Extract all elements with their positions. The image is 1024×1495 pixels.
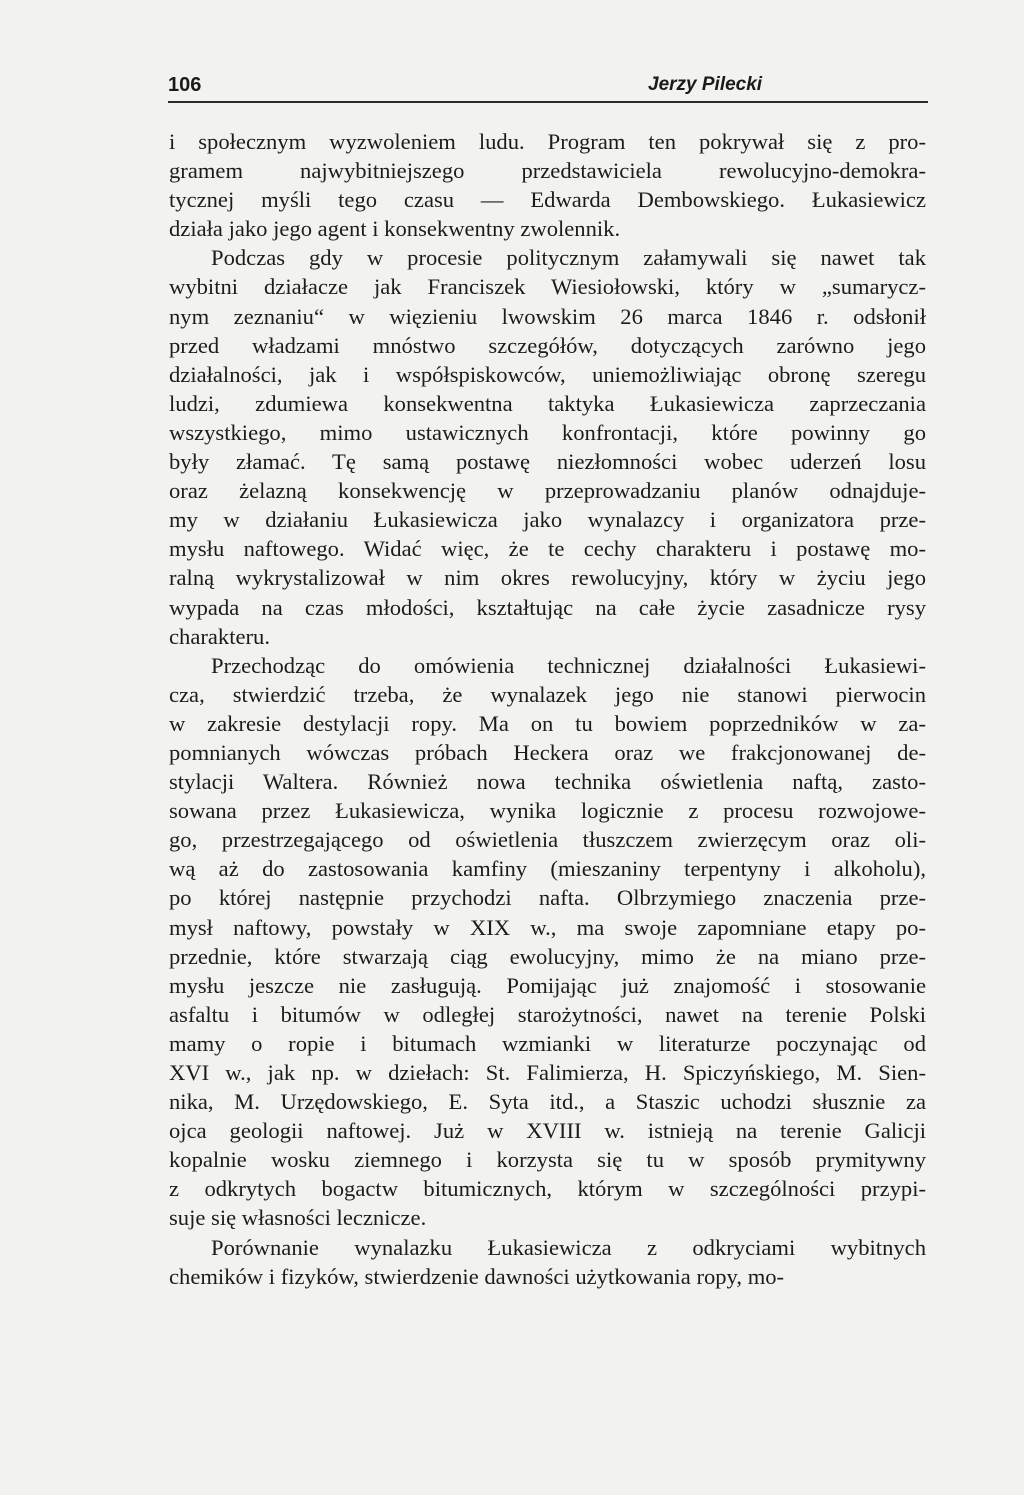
text-line: wszystkiego, mimo ustawicznych konfrontacji, które powinny go [169,419,926,445]
text-line: gramem najwybitniejszego przedstawiciela rewolucyjno-demokra- [169,158,926,184]
text-line: wybitni działacze jak Franciszek Wiesiołowski, który w „sumarycz- [169,274,926,300]
text-line: pomnianych wówczas próbach Heckera oraz we frakcjonowanej de- [169,739,926,765]
text-line: wą aż do zastosowania kamfiny (mieszaniny terpentyny i alkoholu), [169,856,926,882]
text-line: ojca geologii naftowej. Już w XVIII w. istnieją na terenie Galicji [169,1118,926,1144]
text-line: tycznej myśli tego czasu — Edwarda Dembowskiego. Łukasiewicz [169,187,926,213]
text-line: działalności, jak i współspiskowców, uniemożliwiając obronę szeregu [169,361,926,387]
text-line: nika, M. Urzędowskiego, E. Syta itd., a Staszic uchodzi słusznie za [169,1089,926,1115]
text-line: sowana przez Łukasiewicza, wynika logicznie z procesu rozwojowe- [169,798,926,824]
page-number: 106 [168,74,202,96]
text-line: mysłu jeszcze nie zasługują. Pomijając już znajomość i stosowanie [169,972,926,998]
text-line: Podczas gdy w procesie politycznym załamywali się nawet tak [211,245,926,271]
text-line: cza, stwierdzić trzeba, że wynalazek jego nie stanowi pierwocin [169,681,926,707]
text-line: ludzi, zdumiewa konsekwentna taktyka Łukasiewicza zaprzeczania [169,390,926,416]
text-line: my w działaniu Łukasiewicza jako wynalazcy i organizatora prze- [169,507,926,533]
paragraph [169,127,926,243]
text-line: go, przestrzegającego od oświetlenia tłuszczem zwierzęcym oraz oli- [169,827,926,853]
text-line: asfaltu i bitumów w odległej starożytności, nawet na terenie Polski [169,1001,926,1027]
text-line: przed władzami mnóstwo szczegółów, dotyczących zarówno jego [169,332,926,358]
text-line: stylacji Waltera. Również nowa technika oświetlenia naftą, zasto- [169,769,926,795]
text-line: były złamać. Tę samą postawę niezłomności wobec uderzeń losu [169,449,926,475]
text-line: oraz żelazną konsekwencję w przeprowadzaniu planów odnajduje- [169,478,926,504]
text-line: mysłu naftowego. Widać więc, że te cechy charakteru i postawę mo- [169,536,926,562]
text-line: mamy o ropie i bitumach wzmianki w literaturze poczynając od [169,1030,926,1056]
text-line: po której następnie przychodzi nafta. Olbrzymiego znaczenia prze- [169,885,926,911]
text-line: nym zeznaniu“ w więzieniu lwowskim 26 marca 1846 r. odsłonił [169,303,926,329]
text-line: charakteru. [169,623,270,649]
paragraph [169,651,926,1233]
page-header [168,74,928,102]
text-line: i społecznym wyzwoleniem ludu. Program ten pokrywał się z pro- [169,129,926,154]
text-line: mysł naftowy, powstały w XIX w., ma swoje zapomniane etapy po- [169,914,926,940]
text-line: działa jako jego agent i konsekwentny zwolennik. [169,216,621,242]
body-text [169,127,926,1291]
paragraph [169,1233,926,1291]
header-rule [168,101,928,103]
text-line: suje się własności lecznicze. [169,1205,427,1231]
text-line: z odkrytych bogactw bitumicznych, którym w szczególności przypi- [169,1176,926,1202]
text-line: chemików i fizyków, stwierdzenie dawności użytkowania ropy, mo- [169,1263,785,1289]
text-line: przednie, które stwarzają ciąg ewolucyjny, mimo że na miano prze- [169,943,926,969]
text-line: ralną wykrystalizował w nim okres rewolucyjny, który w życiu jego [169,565,926,591]
text-line: kopalnie wosku ziemnego i korzysta się tu w sposób prymitywny [169,1147,926,1173]
text-line: XVI w., jak np. w dziełach: St. Falimierza, H. Spiczyńskiego, M. Sien- [169,1060,926,1085]
running-head-author: Jerzy Pilecki [648,74,763,95]
text-line: wypada na czas młodości, kształtując na całe życie zasadnicze rysy [169,594,926,620]
paragraph [169,243,926,650]
text-line: Porównanie wynalazku Łukasiewicza z odkryciami wybitnych [211,1234,926,1260]
text-line: Przechodząc do omówienia technicznej działalności Łukasiewi- [211,652,926,678]
text-line: w zakresie destylacji ropy. Ma on tu bowiem poprzedników w za- [169,710,926,736]
